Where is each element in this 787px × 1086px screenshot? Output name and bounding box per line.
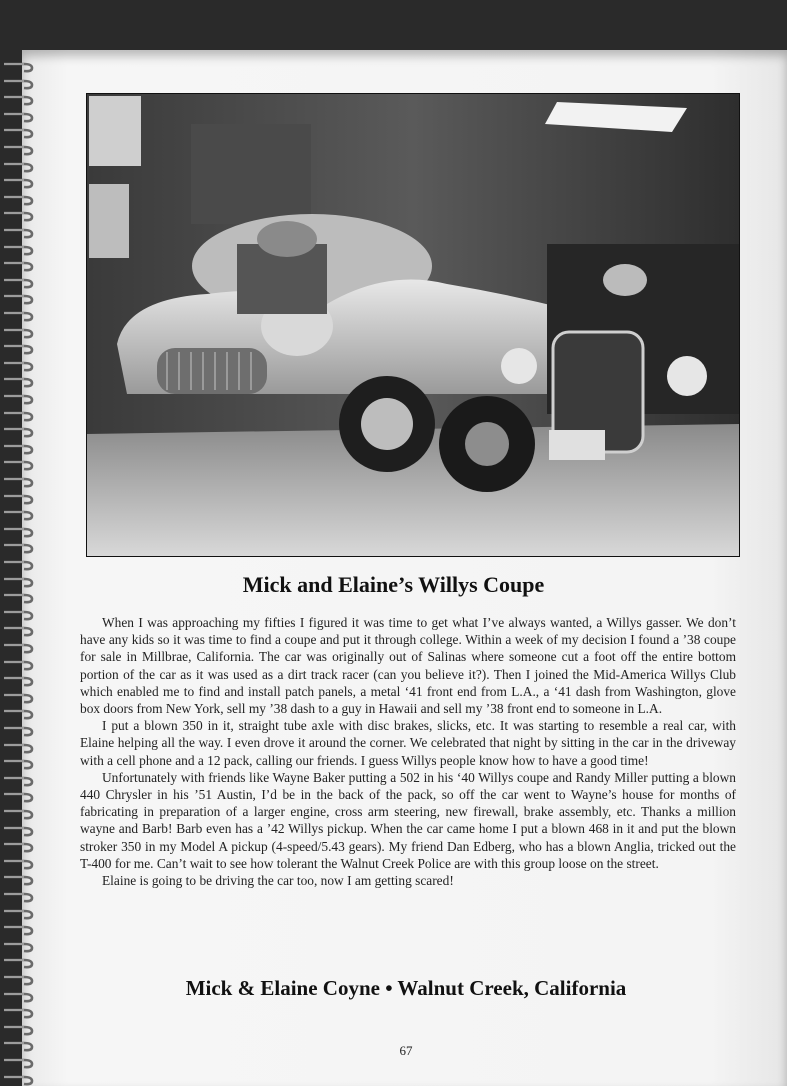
binding-coil bbox=[2, 858, 34, 870]
article-title: Mick and Elaine’s Willys Coupe bbox=[242, 572, 545, 597]
binding-coil bbox=[2, 410, 34, 422]
binding-coil bbox=[2, 708, 34, 720]
binding-coil bbox=[2, 675, 34, 687]
binding-coil bbox=[2, 177, 34, 189]
paragraph-3: Unfortunately with friends like Wayne Baker putting a 502 in his ‘40 Willys coupe and Randy Miller putting a blown 440 Chrysler in his ’51 Austin, I’d be in the back of the pack, so off the car went to Wayne’s house for months of fabricating in preparation of a larger engine, cross arm steering, new firewall, brake assembly, etc. Thanks a million wayne and Barb! Barb even has a ’42 Willys pickup. When the car came home I put a blown 468 in it and put the blown stroker 350 in my Model A pickup (4-speed/5.43 gears). My friend Dan Edberg, who has a blown Anglia, tricked out the T-400 for me. Can’t wait to see how tolerant the Walnut Creek Police are with this group loose on the street. bbox=[80, 769, 736, 871]
binding-coil bbox=[2, 94, 34, 106]
binding-coil bbox=[2, 443, 34, 455]
binding-coil bbox=[2, 559, 34, 571]
binding-coil bbox=[2, 1007, 34, 1019]
binding-coil bbox=[2, 841, 34, 853]
binding-coil bbox=[2, 493, 34, 505]
binding-coil bbox=[2, 144, 34, 156]
author-byline: Mick & Elaine Coyne • Walnut Creek, California bbox=[185, 976, 627, 1000]
binding-coil bbox=[2, 742, 34, 754]
binding-coil bbox=[2, 476, 34, 488]
binding-coil bbox=[2, 161, 34, 173]
binding-coil bbox=[2, 625, 34, 637]
binding-coil bbox=[2, 459, 34, 471]
car-photo bbox=[86, 93, 740, 557]
binding-coil bbox=[2, 791, 34, 803]
binding-coil bbox=[2, 808, 34, 820]
binding-coil bbox=[2, 526, 34, 538]
binding-coil bbox=[2, 376, 34, 388]
binding-coil bbox=[2, 908, 34, 920]
page-number: 67 bbox=[399, 1043, 413, 1058]
binding-coil bbox=[2, 194, 34, 206]
binding-coil bbox=[2, 642, 34, 654]
binding-coil bbox=[2, 244, 34, 256]
binding-coil bbox=[2, 825, 34, 837]
binding-coil bbox=[2, 957, 34, 969]
paragraph-2: I put a blown 350 in it, straight tube axle with disc brakes, slicks, etc. It was starting to resemble a real car, with Elaine helping all the way. I even drove it around the corner. We celebrated that night by sitting in the car in the driveway with a cell phone and a 12 pack, calling our friends. I guess Willys people know how to have a good time! bbox=[80, 718, 736, 768]
binding-coil bbox=[2, 509, 34, 521]
binding-coil bbox=[2, 659, 34, 671]
binding-coil bbox=[2, 725, 34, 737]
binding-coil bbox=[2, 210, 34, 222]
binding-coil bbox=[2, 310, 34, 322]
paragraph-4: Elaine is going to be driving the car too, now I am getting scared! bbox=[102, 873, 454, 889]
binding-coil bbox=[2, 277, 34, 289]
binding-coil bbox=[2, 609, 34, 621]
binding-coil bbox=[2, 111, 34, 123]
binding-coil bbox=[2, 61, 34, 73]
binding-coil bbox=[2, 758, 34, 770]
binding-coil bbox=[2, 260, 34, 272]
binding-coil bbox=[2, 775, 34, 787]
binding-coil bbox=[2, 360, 34, 372]
garage-scene-image bbox=[87, 94, 739, 556]
binding-coil bbox=[2, 692, 34, 704]
binding-coil bbox=[2, 343, 34, 355]
paragraph-1: When I was approaching my fifties I figured it was time to get what I’ve always wanted, a Willys gasser. We don’t have any kids so it was time to find a coupe and put it through college. Within a week of my decision I found a ’38 coupe for sale in Millbrae, California. The car was originally out of Salinas where someone cut a foot off the entire bottom portion of the car as it was used as a dirt track racer (can you believe it?). Then I joined the Mid-America Willys Club which enabled me to find and install patch panels, a metal ‘41 front end from L.A., a ‘41 dash from Washington, glove box doors from New York, sell my ’38 dash to a guy in Hawaii and sell my ’38 front end to someone in L.A. bbox=[80, 615, 736, 717]
binding-coil bbox=[2, 78, 34, 90]
binding-coil bbox=[2, 227, 34, 239]
binding-coil bbox=[2, 941, 34, 953]
binding-coil bbox=[2, 426, 34, 438]
binding-coil bbox=[2, 874, 34, 886]
binding-coil bbox=[2, 891, 34, 903]
binding-coil bbox=[2, 393, 34, 405]
binding-coil bbox=[2, 924, 34, 936]
binding-coil bbox=[2, 542, 34, 554]
binding-coil bbox=[2, 1074, 34, 1086]
binding-coil bbox=[2, 127, 34, 139]
binding-coil bbox=[2, 327, 34, 339]
spiral-binding bbox=[0, 55, 38, 1086]
binding-coil bbox=[2, 293, 34, 305]
article-body bbox=[80, 614, 736, 889]
binding-coil bbox=[2, 1024, 34, 1036]
